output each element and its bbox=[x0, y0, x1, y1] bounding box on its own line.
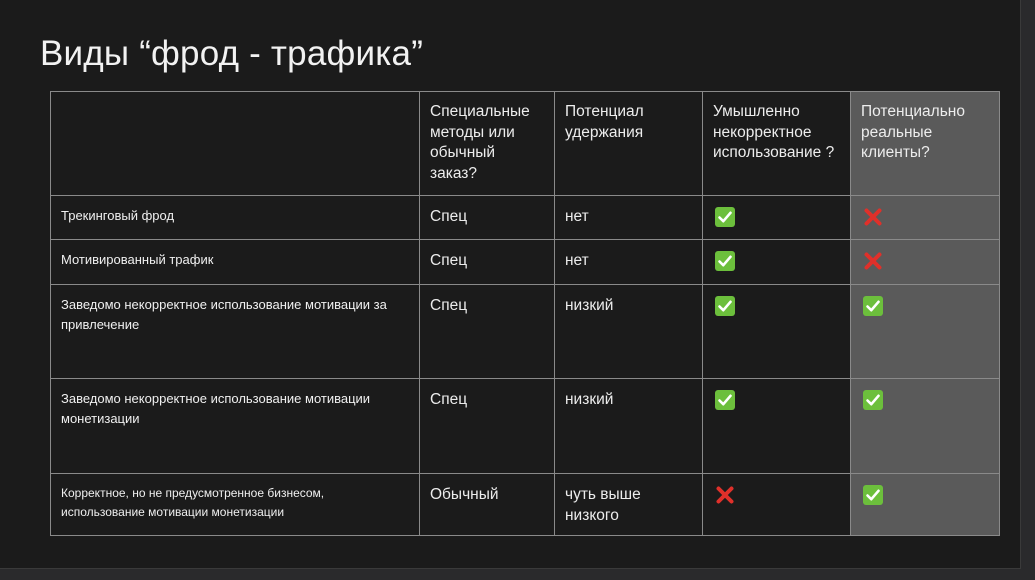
cross-mark-icon bbox=[715, 485, 735, 505]
table-row bbox=[51, 379, 1000, 474]
intentional-cell bbox=[703, 474, 851, 536]
header-method-label: Специальные методы или обычный заказ? bbox=[430, 103, 530, 182]
row-label-cell bbox=[51, 285, 420, 379]
row-label-cell bbox=[51, 240, 420, 285]
method-cell bbox=[420, 474, 555, 536]
retention-value: нет bbox=[565, 252, 589, 269]
header-cell-method bbox=[420, 92, 555, 196]
method-cell bbox=[420, 379, 555, 474]
screen-edge-right bbox=[1021, 0, 1035, 580]
retention-value: нет bbox=[565, 208, 589, 225]
table-header-row bbox=[51, 92, 1000, 196]
header-cell-empty bbox=[51, 92, 420, 196]
table-row bbox=[51, 285, 1000, 379]
row-label-cell bbox=[51, 196, 420, 240]
real-clients-cell bbox=[851, 240, 1000, 285]
intentional-cell bbox=[703, 240, 851, 285]
row-label: Корректное, но не предусмотренное бизнесом, использование мотивации монетизации bbox=[61, 486, 325, 519]
check-mark-icon bbox=[715, 207, 735, 227]
row-label: Трекинговый фрод bbox=[61, 208, 175, 223]
cross-mark-icon bbox=[863, 251, 883, 271]
check-mark-icon bbox=[863, 296, 883, 316]
retention-value: низкий bbox=[565, 391, 614, 408]
method-cell bbox=[420, 240, 555, 285]
screen-edge-bottom bbox=[0, 569, 1035, 580]
check-mark-icon bbox=[863, 390, 883, 410]
intentional-cell bbox=[703, 285, 851, 379]
method-value: Спец bbox=[430, 297, 468, 314]
slide-title: Виды “фрод - трафика” bbox=[40, 34, 424, 73]
header-cell-intentional bbox=[703, 92, 851, 196]
header-cell-retention bbox=[555, 92, 703, 196]
retention-cell bbox=[555, 240, 703, 285]
check-mark-icon bbox=[863, 485, 883, 505]
retention-value: чуть выше низкого bbox=[565, 486, 641, 524]
retention-cell bbox=[555, 196, 703, 240]
method-cell bbox=[420, 196, 555, 240]
method-value: Спец bbox=[430, 252, 468, 269]
row-label: Мотивированный трафик bbox=[61, 252, 214, 267]
method-value: Спец bbox=[430, 391, 468, 408]
method-cell bbox=[420, 285, 555, 379]
fraud-types-table bbox=[50, 91, 1000, 536]
retention-cell bbox=[555, 474, 703, 536]
row-label-cell bbox=[51, 379, 420, 474]
real-clients-cell bbox=[851, 196, 1000, 240]
table-row bbox=[51, 196, 1000, 240]
retention-cell bbox=[555, 285, 703, 379]
row-label: Заведомо некорректное использование мотивации за привлечение bbox=[61, 297, 387, 332]
header-cell-real-clients bbox=[851, 92, 1000, 196]
retention-cell bbox=[555, 379, 703, 474]
header-intentional-label: Умышленно некорректное использование ? bbox=[713, 103, 835, 161]
real-clients-cell bbox=[851, 474, 1000, 536]
row-label-cell bbox=[51, 474, 420, 536]
table-row bbox=[51, 474, 1000, 536]
header-real-clients-label: Потенциально реальные клиенты? bbox=[861, 103, 965, 161]
real-clients-cell bbox=[851, 285, 1000, 379]
method-value: Спец bbox=[430, 208, 468, 225]
real-clients-cell bbox=[851, 379, 1000, 474]
retention-value: низкий bbox=[565, 297, 614, 314]
check-mark-icon bbox=[715, 390, 735, 410]
table-row bbox=[51, 240, 1000, 285]
intentional-cell bbox=[703, 196, 851, 240]
intentional-cell bbox=[703, 379, 851, 474]
method-value: Обычный bbox=[430, 486, 499, 503]
cross-mark-icon bbox=[863, 207, 883, 227]
check-mark-icon bbox=[715, 251, 735, 271]
header-retention-label: Потенциал удержания bbox=[565, 103, 644, 141]
row-label: Заведомо некорректное использование мотивации монетизации bbox=[61, 391, 371, 426]
check-mark-icon bbox=[715, 296, 735, 316]
